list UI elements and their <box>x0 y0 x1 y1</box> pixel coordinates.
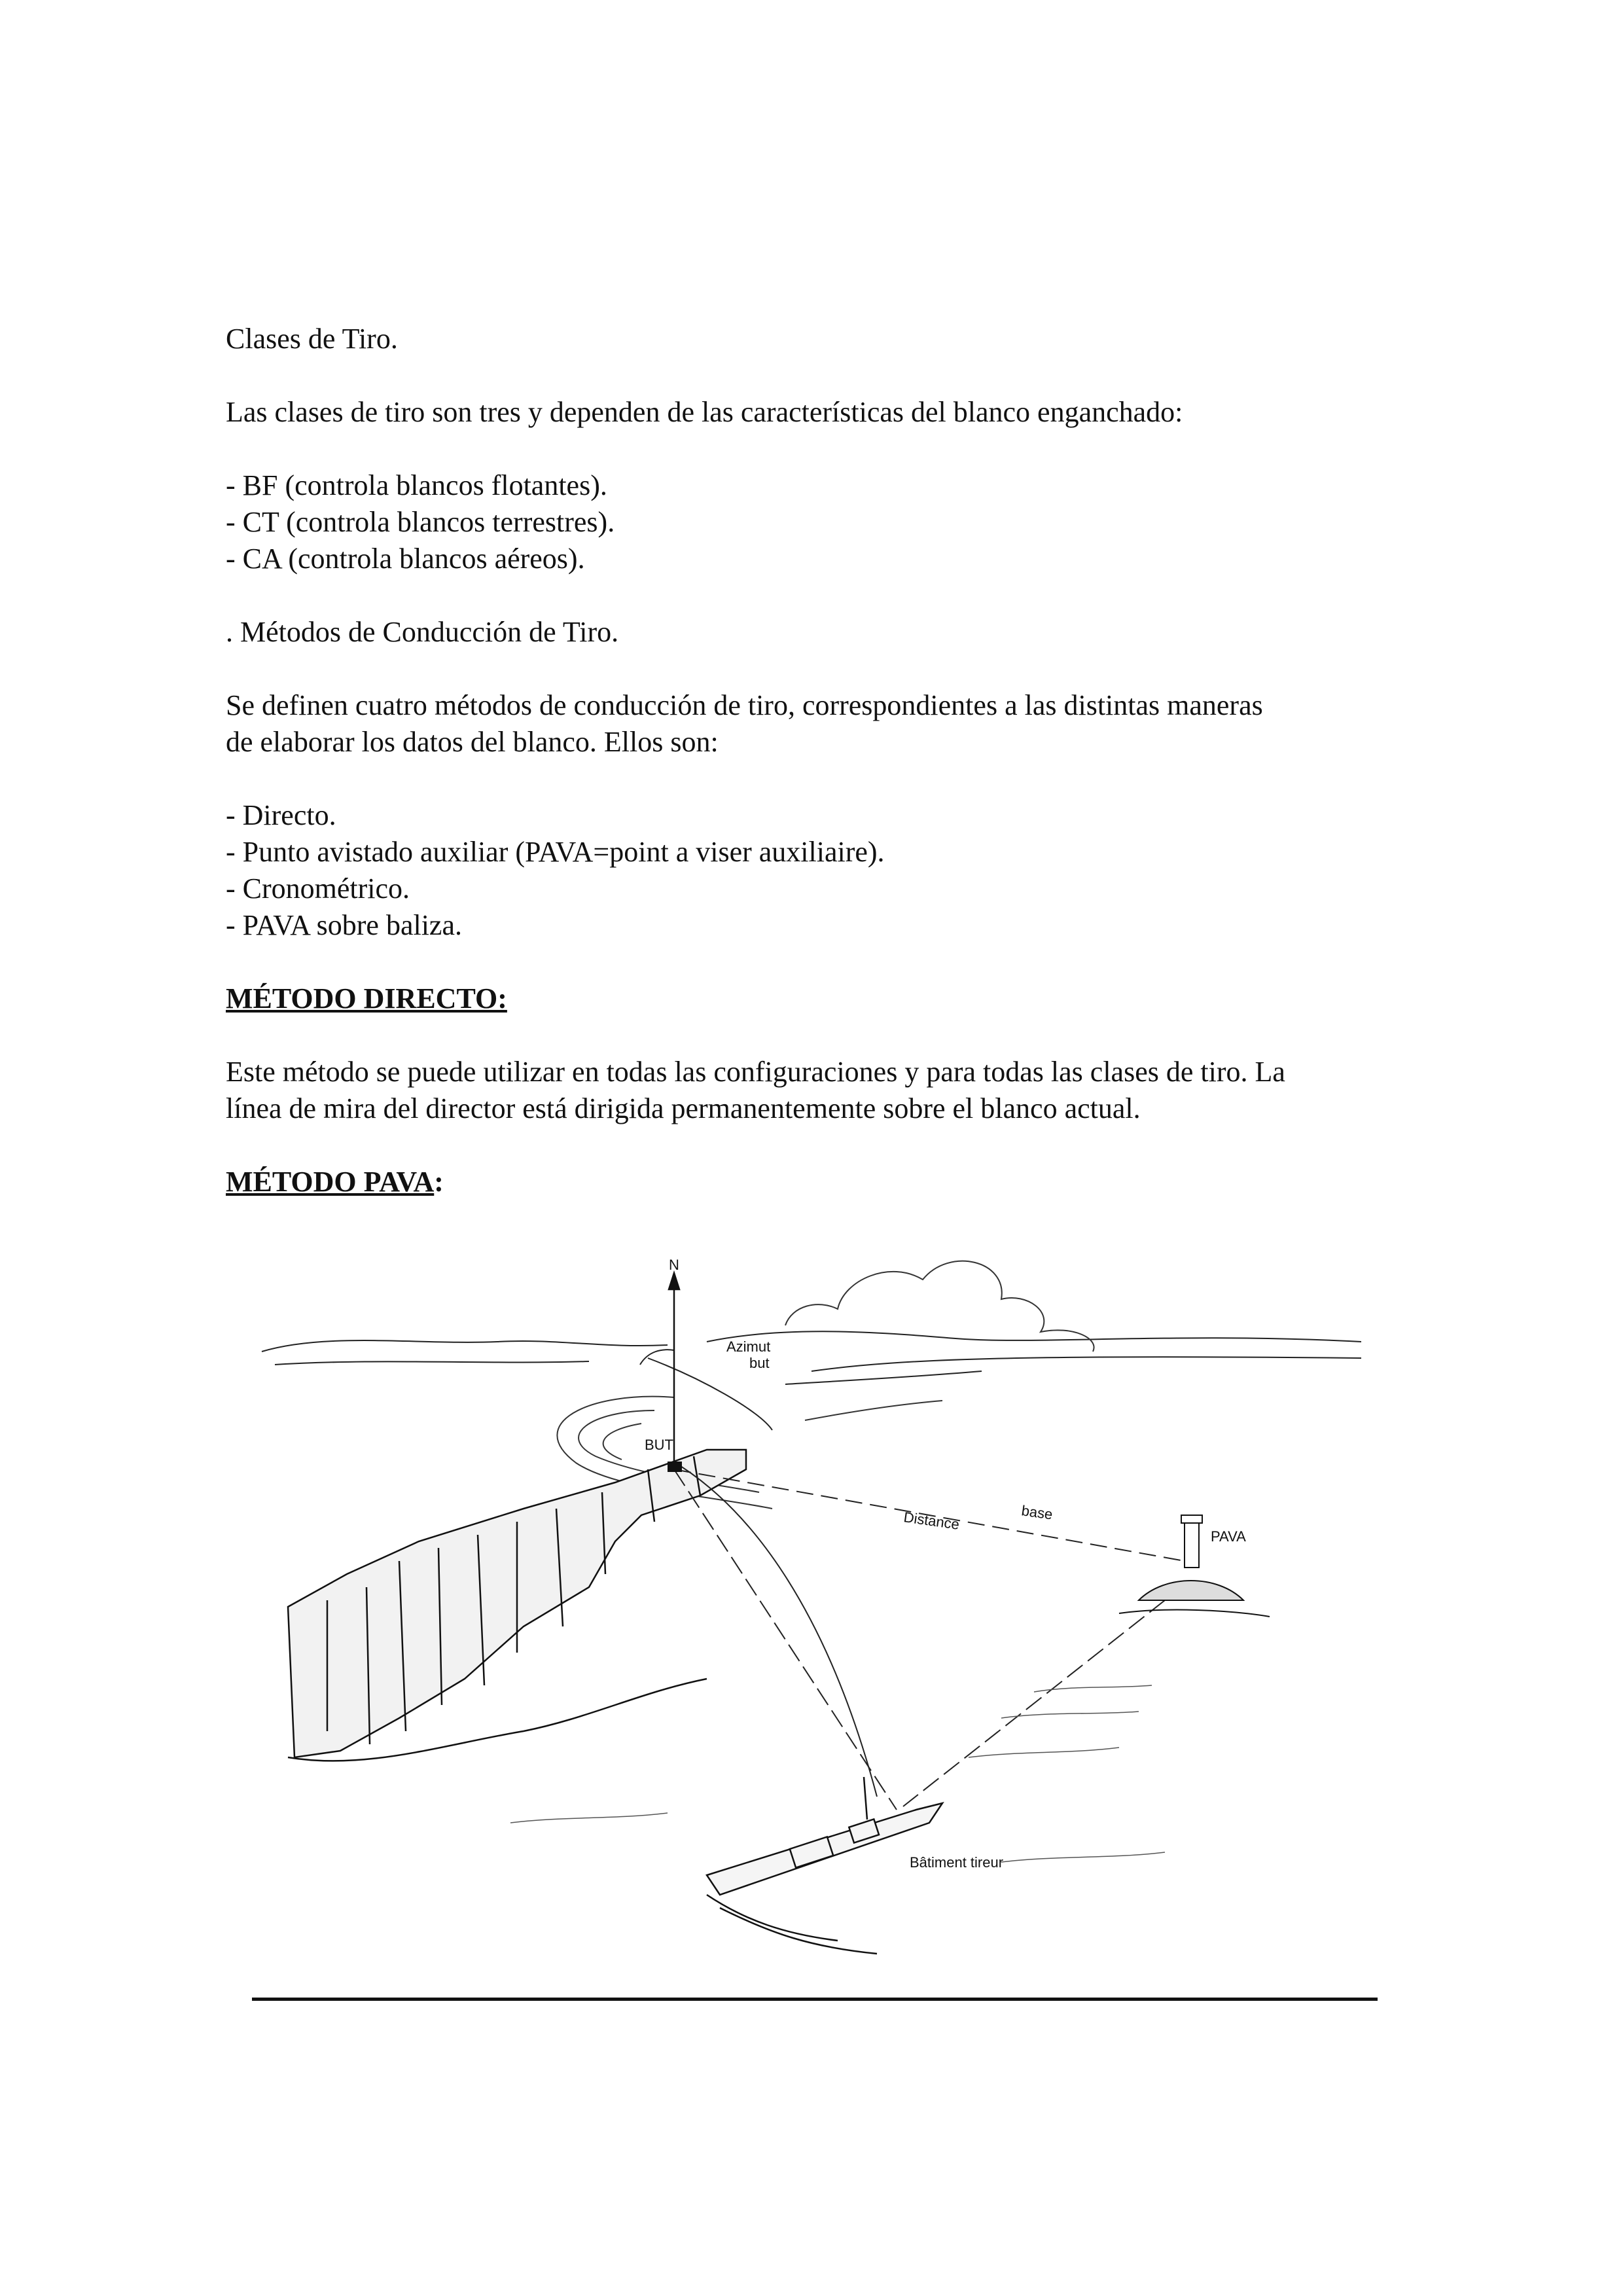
pava-diagram <box>249 1234 1381 2006</box>
azimut-label: Azimut <box>726 1338 771 1355</box>
sight-lines <box>640 1350 1185 1810</box>
page-title: Clases de Tiro. <box>226 323 398 355</box>
direct-method-heading: MÉTODO DIRECTO: <box>226 982 507 1014</box>
cliff-drawing <box>288 1450 746 1761</box>
list-item: - Directo. <box>226 799 336 831</box>
north-arrow <box>669 1273 679 1463</box>
methods-intro-line: de elaborar los datos del blanco. Ellos son: <box>226 726 719 758</box>
list-item: - BF (controla blancos flotantes). <box>226 469 607 501</box>
target-marker <box>668 1462 682 1472</box>
list-item: - Cronométrico. <box>226 872 410 905</box>
methods-intro-line: Se definen cuatro métodos de conducción de tiro, correspondientes a las distintas maneras <box>226 689 1263 721</box>
direct-text-line: línea de mira del director está dirigida permanentemente sobre el blanco actual. <box>226 1092 1141 1124</box>
direct-text-line: Este método se puede utilizar en todas las configuraciones y para todas las clases de tiro. La <box>226 1056 1285 1088</box>
classes-list <box>226 467 1417 577</box>
pava-illustration <box>249 1234 1381 2006</box>
list-item: - Punto avistado auxiliar (PAVA=point a viser auxiliaire). <box>226 836 885 868</box>
distance-label: Distance <box>902 1509 961 1533</box>
pava-heading-colon: : <box>434 1166 444 1198</box>
but-label: BUT <box>645 1437 673 1453</box>
list-item: - CT (controla blancos terrestres). <box>226 506 615 538</box>
lighthouse-drawing <box>1119 1515 1270 1617</box>
methods-list <box>226 797 1417 944</box>
intro-paragraph: Las clases de tiro son tres y dependen de las características del blanco enganchado: <box>226 396 1183 428</box>
list-item: - PAVA sobre baliza. <box>226 909 462 941</box>
figure-divider <box>252 1998 1378 2001</box>
north-label: N <box>669 1257 679 1273</box>
pava-label: PAVA <box>1211 1528 1246 1545</box>
azimut-but-label: but <box>749 1355 770 1371</box>
direct-method-text <box>226 1054 1417 1127</box>
document-body <box>226 321 1417 1200</box>
ship-label: Bâtiment tireur <box>910 1854 1004 1871</box>
pava-method-heading <box>226 1164 1417 1200</box>
methods-intro <box>226 687 1417 761</box>
base-label: base <box>1020 1502 1054 1523</box>
cloud-drawing <box>785 1261 1094 1352</box>
list-item: - CA (controla blancos aéreos). <box>226 543 585 575</box>
horizon-coastline <box>262 1331 1361 1384</box>
pava-heading-text: MÉTODO PAVA <box>226 1166 435 1198</box>
methods-title: . Métodos de Conducción de Tiro. <box>226 616 619 648</box>
